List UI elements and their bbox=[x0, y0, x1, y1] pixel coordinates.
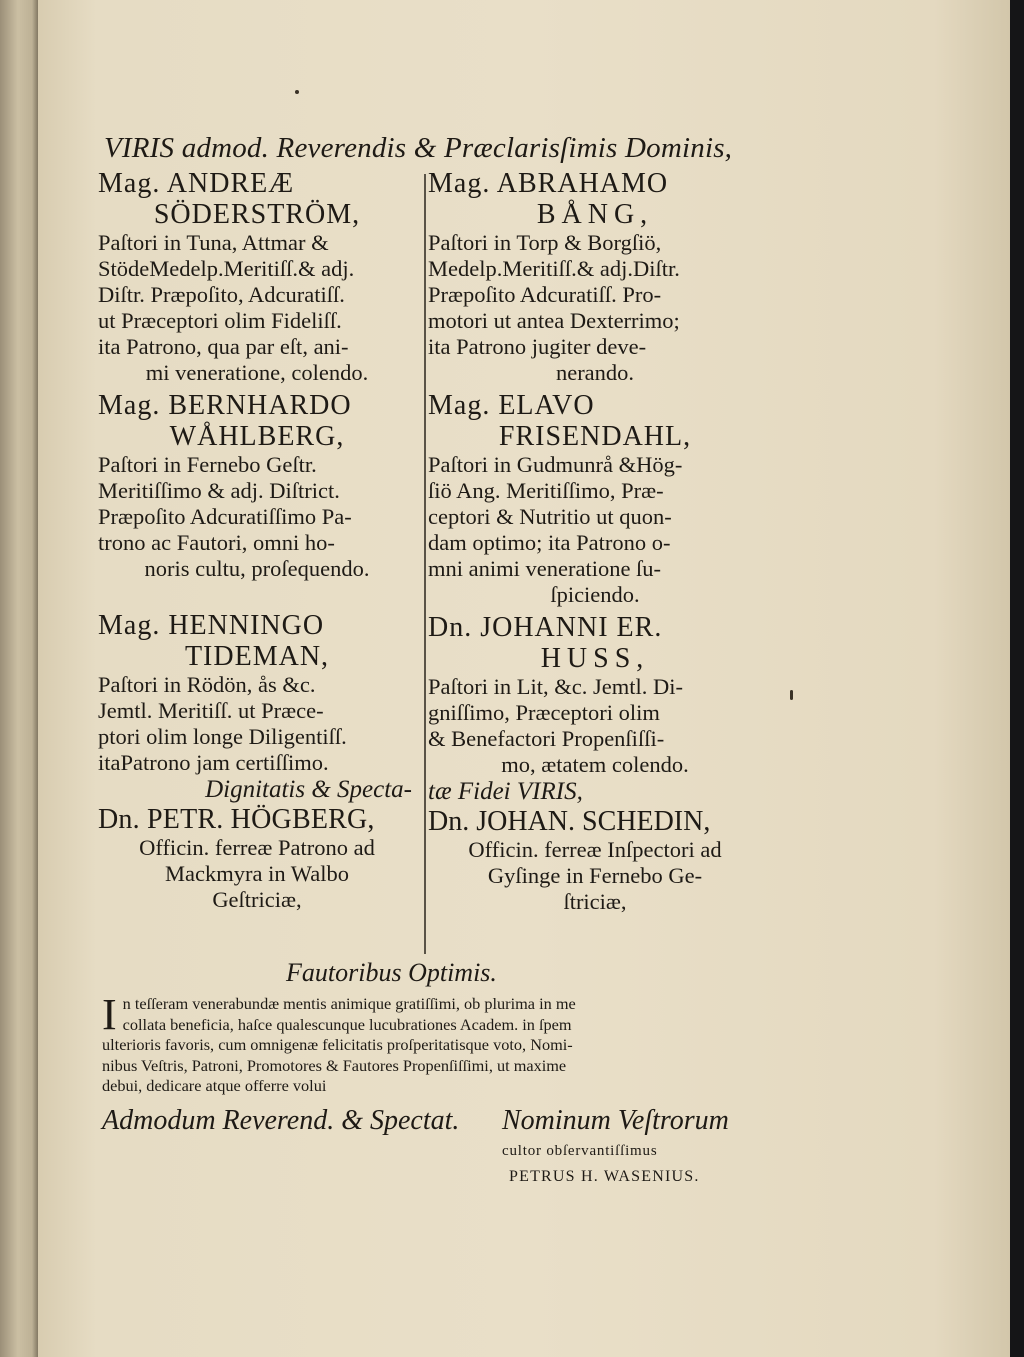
dedicatee-name: Dn. PETR. HÖGBERG, bbox=[98, 804, 375, 835]
dedicatee-line: StödeMedelp.Meritiſſ.& adj. bbox=[98, 256, 355, 281]
closing-right: Nominum Veſtrorum bbox=[502, 1105, 729, 1136]
dedicatee-name: Mag. ELAVO bbox=[428, 390, 595, 421]
dedicatee-line: Meritiſſimo & adj. Diſtrict. bbox=[98, 478, 340, 503]
dedicatee-line: ut Præceptori olim Fideliſſ. bbox=[98, 308, 342, 333]
dedicatee-line: ita Patrono, qua par eſt, ani- bbox=[98, 334, 349, 359]
dedicatee-line: mo, ætatem colendo. bbox=[501, 752, 689, 777]
dedicatee-name: Mag. ANDREÆ bbox=[98, 168, 295, 199]
signature-name: PETRUS H. WASENIUS. bbox=[509, 1168, 700, 1185]
dedicatee-line: Medelp.Meritiſſ.& adj.Diſtr. bbox=[428, 256, 680, 281]
dedicatee-surname: BÅNG, bbox=[536, 199, 654, 230]
dedicatee-surname: TIDEMAN, bbox=[184, 641, 330, 672]
dedication-header: VIRIS admod. Reverendis & Præclarisſimis Dominis, bbox=[104, 132, 733, 164]
closing-formula bbox=[102, 1105, 762, 1137]
dedication-line: n teſſeram venerabundæ mentis animique gratiſſimi, ob plurima in me bbox=[122, 994, 576, 1013]
dedicatee-line: Jemtl. Meritiſſ. ut Præce- bbox=[98, 698, 324, 723]
dedicatee-line: Præpoſito Adcuratiſſ. Pro- bbox=[428, 282, 662, 307]
drop-cap: I bbox=[102, 990, 117, 1039]
dedicatee-line: Mackmyra in Walbo bbox=[165, 861, 349, 886]
dedicatee-wahlberg bbox=[98, 390, 416, 582]
facing-page-edge bbox=[0, 0, 40, 1357]
dedicatee-name: Mag. HENNINGO bbox=[98, 610, 325, 641]
dedicatee-soderstrom bbox=[98, 168, 416, 386]
dedicatee-line: Officin. ferreæ Patrono ad bbox=[139, 835, 375, 860]
dedicatee-line: nerando. bbox=[555, 360, 635, 385]
dedicatee-surname: HUSS, bbox=[540, 643, 650, 674]
dedicatee-hogberg bbox=[98, 804, 416, 913]
dedicatee-line: Præpoſito Adcuratiſſimo Pa- bbox=[98, 504, 352, 529]
right-column bbox=[428, 168, 762, 915]
dignitatis-right: tæ Fidei VIRIS, bbox=[428, 778, 583, 805]
scan-background bbox=[1010, 0, 1024, 1357]
dedicatee-line: Gyſinge in Fernebo Ge- bbox=[487, 863, 703, 888]
dedicatee-schedin bbox=[428, 806, 762, 915]
dedicatee-surname: FRISENDAHL, bbox=[498, 421, 692, 452]
dedicatee-line: mi veneratione, colendo. bbox=[145, 360, 369, 385]
dedicatee-line: Paſtori in Lit, &c. Jemtl. Di- bbox=[428, 674, 683, 699]
paper-fleck bbox=[295, 90, 299, 94]
dedication-paragraph bbox=[102, 990, 758, 1097]
dedicatee-line: Paſtori in Torp & Borgſiö, bbox=[428, 230, 662, 255]
dedicatee-line: itaPatrono jam certiſſimo. bbox=[98, 750, 329, 775]
dedicatee-line: gniſſimo, Præceptori olim bbox=[428, 700, 660, 725]
column-divider bbox=[424, 174, 426, 954]
dedicatee-bang bbox=[428, 168, 762, 386]
dedicatee-line: ſtriciæ, bbox=[563, 889, 627, 914]
dedicatee-name: Dn. JOHAN. SCHEDIN, bbox=[428, 806, 711, 837]
paper-fleck bbox=[790, 690, 793, 700]
dedicatee-line: Paſtori in Fernebo Geſtr. bbox=[98, 452, 317, 477]
signature-cultor: cultor obſervantiſſimus bbox=[502, 1143, 658, 1159]
dedicatee-line: ceptori & Nutritio ut quon- bbox=[428, 504, 672, 529]
dedicatee-line: Geſtriciæ, bbox=[212, 887, 302, 912]
dedicatee-name: Mag. BERNHARDO bbox=[98, 390, 352, 421]
dedicatee-name: Mag. ABRAHAMO bbox=[428, 168, 669, 199]
dedication-line: nibus Veſtris, Patroni, Promotores & Fautores Propenſiſſimi, ut maxime bbox=[102, 1055, 567, 1075]
dedicatee-line: mni animi veneratione ſu- bbox=[428, 556, 662, 581]
dedicatee-line: & Benefactori Propenſiſſi- bbox=[428, 726, 665, 751]
dedication-line: debui, dedicare atque offerre volui bbox=[102, 1076, 327, 1095]
dedicatee-line: ſpiciendo. bbox=[550, 582, 640, 607]
dedication-line: ulterioris favoris, cum omnigenæ felicitatis proſperitatisque voto, Nomi- bbox=[102, 1035, 573, 1054]
dedicatee-line: Officin. ferreæ Inſpectori ad bbox=[468, 837, 722, 862]
left-column bbox=[98, 168, 416, 913]
dedication-line: collata beneficia, haſce qualescunque lucubrationes Academ. in ſpem bbox=[122, 1014, 572, 1034]
dedicatee-surname: WÅHLBERG, bbox=[169, 421, 345, 452]
dedicatee-line: Paſtori in Tuna, Attmar & bbox=[98, 230, 329, 255]
dedicatee-line: ptori olim longe Diligentiſſ. bbox=[98, 724, 347, 749]
dedicatee-line: Diſtr. Præpoſito, Adcuratiſſ. bbox=[98, 282, 345, 307]
dedicatee-tideman bbox=[98, 610, 416, 776]
dedicatee-line: Paſtori in Rödön, ås &c. bbox=[98, 672, 316, 697]
dedicatee-line: ſiö Ang. Meritiſſimo, Præ- bbox=[428, 478, 664, 503]
fautoribus-heading: Fautoribus Optimis. bbox=[286, 958, 497, 987]
dedicatee-name: Dn. JOHANNI ER. bbox=[428, 612, 663, 643]
dedicatee-line: ita Patrono jugiter deve- bbox=[428, 334, 647, 359]
dignitatis-left: Dignitatis & Specta- bbox=[205, 776, 412, 803]
dedicatee-line: Paſtori in Gudmunrå &Hög- bbox=[428, 452, 683, 477]
closing-left: Admodum Reverend. & Spectat. bbox=[102, 1105, 460, 1136]
dedicatee-line: dam optimo; ita Patrono o- bbox=[428, 530, 671, 555]
dedicatee-frisendahl bbox=[428, 390, 762, 608]
dedicatee-line: noris cultu, proſequendo. bbox=[144, 556, 370, 581]
dedicatee-line: motori ut antea Dexterrimo; bbox=[428, 308, 680, 333]
dedicatee-line: trono ac Fautori, omni ho- bbox=[98, 530, 335, 555]
dedicatee-huss bbox=[428, 612, 762, 778]
dedicatee-surname: SÖDERSTRÖM, bbox=[153, 199, 361, 230]
